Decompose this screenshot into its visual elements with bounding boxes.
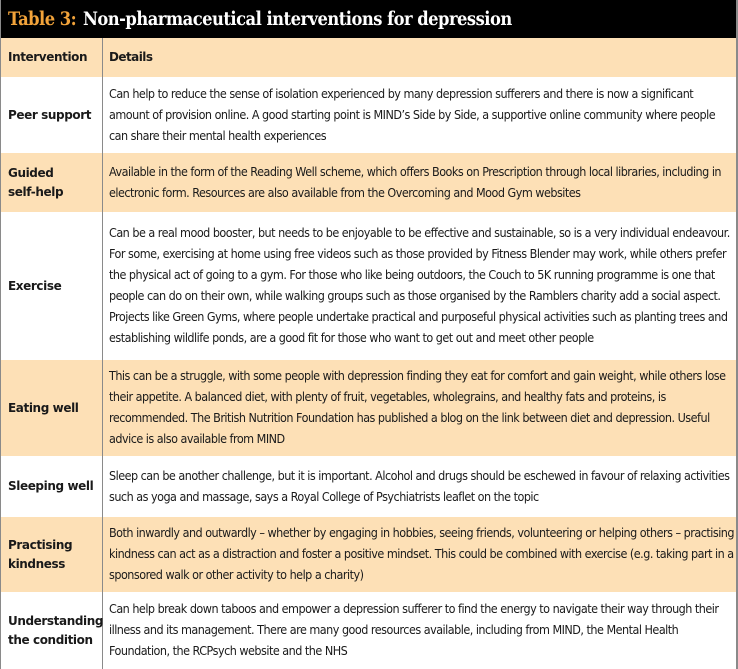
table-title-bar [1,0,736,38]
intervention-cell [1,592,103,669]
details-cell [103,592,738,669]
table-row [1,77,736,153]
intervention-text: Guided self-help [8,165,64,199]
details-cell [103,77,738,153]
table-row [1,360,736,456]
table-row [1,592,736,669]
details-text: This can be a struggle, with some people with depression finding they eat for comfort and gain weight, while others lose their appetite. A balanced diet, with plenty of fruit, vegetables, wholegrains, and healthy fats and proteins, is recommended. The British Nutrition Foundation has published a blog on the link between diet and depression. Useful advice is also available from MIND [109,369,726,446]
details-text: Can be a real mood booster, but needs to be enjoyable to be effective and sustainable, so is a very individual endeavour. For some, exercising at home using free videos such as those provided by Fitness Blender may work, while others prefer the physical act of going to a gym. For those who like being outdoors, the Couch to 5K running programme is one that people can do on their own, while walking groups such as those organised by the Ramblers charity add a social aspect. Projects like Green Gyms, where people undertake practical and purposeful physical activities such as planting trees and establishing wildlife ponds, are a good fit for those who want to get out and meet other people [109,226,730,345]
column-header-intervention: Intervention [1,38,103,77]
details-text: Can help break down taboos and empower a depression sufferer to find the energy to navigate their way through their illness and its management. There are many good resources available, including from MIND, the Mental Health Foundation, the RCPsych website and the NHS [109,602,719,658]
intervention-cell: Sleeping well [1,456,103,517]
table-number: Table 3: [8,8,77,30]
intervention-cell: Peer support [1,77,103,153]
details-text: Can help to reduce the sense of isolation experienced by many depression sufferers and there is now a significant amount of provision online. A good starting point is MIND’s Side by Side, a supportive online community where people can share their mental health experiences [109,86,716,143]
details-text: Both inwardly and outwardly – whether by engaging in hobbies, seeing friends, volunteering or helping others – practising kindness can act as a distraction and foster a positive mindset. This could be combined with exercise (e.g. taking part in a sponsored walk or other activity to help a charity) [109,526,735,582]
intervention-cell [1,517,103,592]
table-header-row [1,38,736,77]
intervention-text: Understanding the condition [8,613,104,647]
details-cell [103,153,738,212]
table-row [1,517,736,592]
table-title: Non-pharmaceutical interventions for depression [83,8,513,30]
details-cell [103,360,738,456]
column-header-details: Details [109,50,153,64]
intervention-cell [1,153,103,212]
details-text: Available in the form of the Reading Well scheme, which offers Books on Prescription through local libraries, including in electronic form. Resources are also available from the Overcoming and Mood Gym websites [109,164,722,200]
intervention-cell: Exercise [1,212,103,360]
details-cell [103,456,738,517]
details-cell [103,517,738,592]
details-text: Sleep can be another challenge, but it is important. Alcohol and drugs should be eschewed in favour of relaxing activities such as yoga and massage, says a Royal College of Psychiatrists leaflet on the topic [109,468,730,504]
table-row [1,212,736,360]
intervention-cell: Eating well [1,360,103,456]
intervention-text: Practising kindness [8,537,73,571]
details-cell [103,212,738,360]
table-row [1,153,736,212]
table-row [1,456,736,517]
